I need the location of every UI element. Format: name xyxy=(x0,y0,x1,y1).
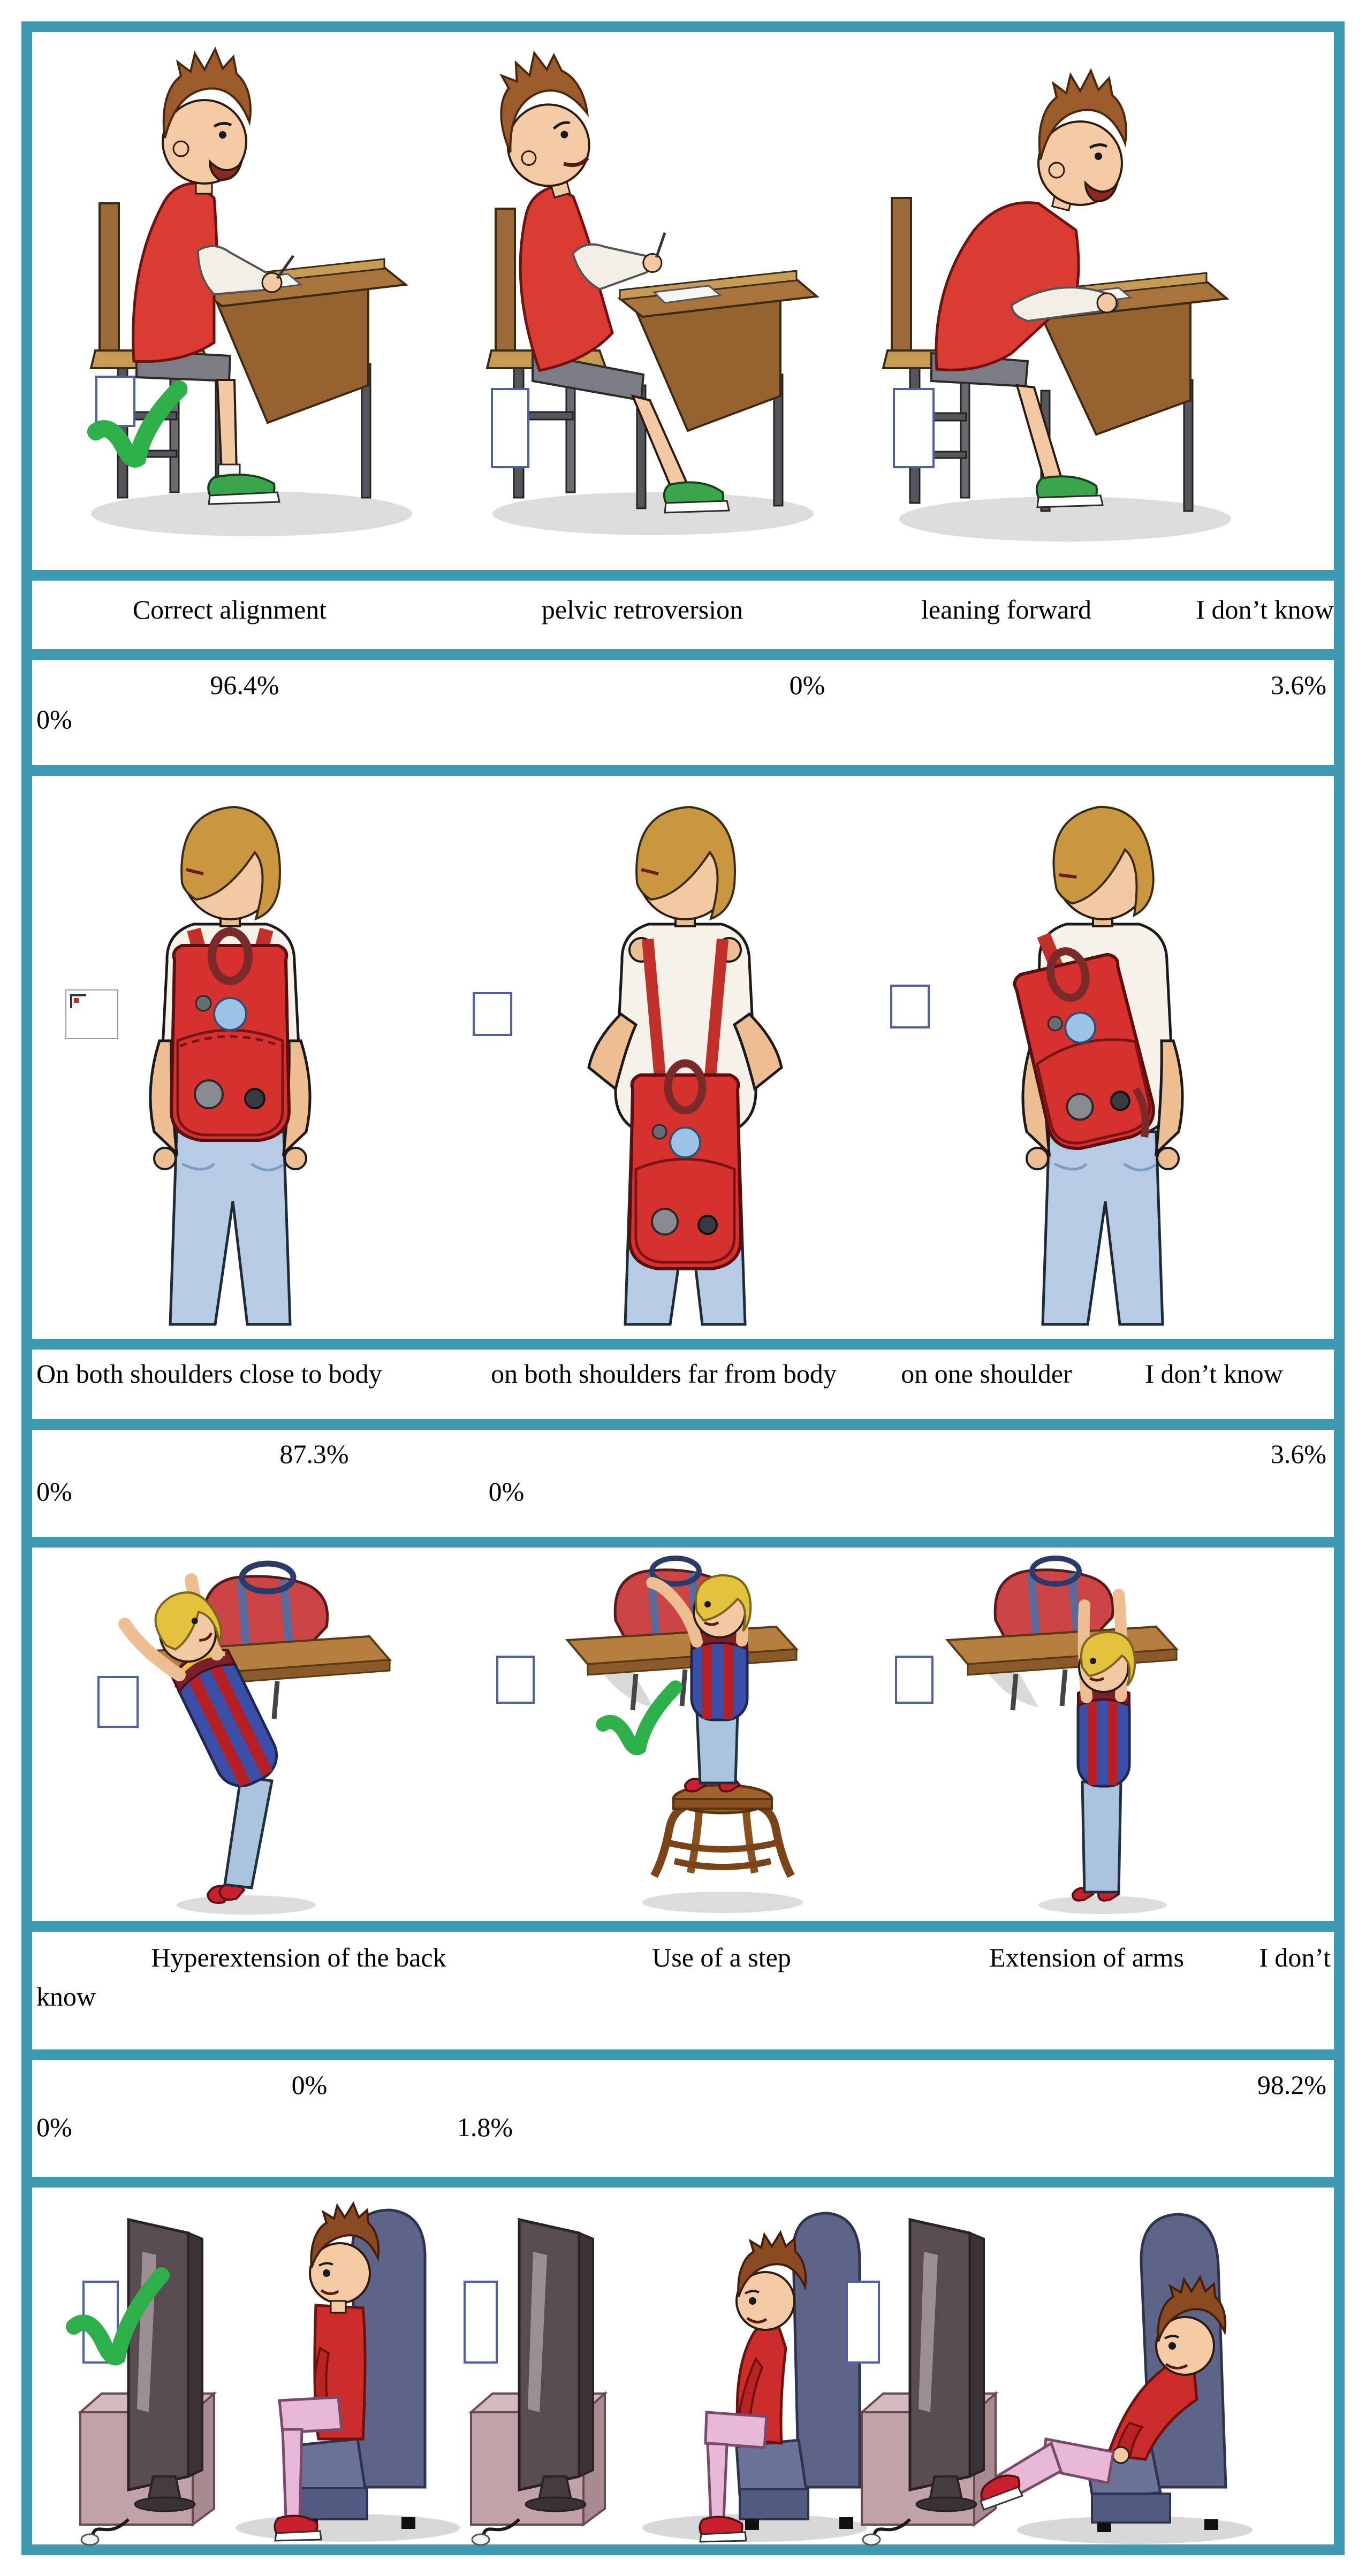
option-label: on one shoulder xyxy=(901,1359,1072,1389)
options-labels-row-shelf xyxy=(27,1926,1339,2055)
percentage-value: 0% xyxy=(36,1476,72,1506)
option-label: I don’t know xyxy=(1196,595,1334,624)
options-images-row-tv xyxy=(27,2182,1339,2550)
option-label: Hyperextension of the back xyxy=(151,1942,446,1972)
checkbox-desk-leaning-forward[interactable] xyxy=(893,388,935,468)
questionnaire-figure xyxy=(21,21,1345,2555)
illustration-shelf-extension-of-arms xyxy=(894,1552,1301,1921)
illustration-backpack-one-shoulder xyxy=(915,789,1290,1330)
illustration-shelf-use-of-step xyxy=(509,1552,915,1921)
illustration-backpack-far-from-body xyxy=(498,789,872,1330)
illustration-backpack-close-to-body xyxy=(43,789,418,1330)
options-labels-row-backpack xyxy=(27,1344,1339,1424)
option-label: Correct alignment xyxy=(132,595,327,624)
option-label: on both shoulders far from body xyxy=(491,1359,837,1389)
checkbox-tv-edge-forward[interactable] xyxy=(464,2281,498,2364)
illustration-sitting-correct-posture xyxy=(37,43,444,567)
option-label: Use of a step xyxy=(652,1942,791,1972)
checkbox-shelf-use-of-step[interactable] xyxy=(496,1656,535,1704)
illustration-sitting-leaning-forward xyxy=(851,54,1258,567)
percentage-value: 0% xyxy=(291,2070,328,2100)
checkbox-backpack-one-shoulder[interactable] xyxy=(890,985,930,1028)
option-label: I don’t xyxy=(1259,1942,1331,1972)
option-label: pelvic retroversion xyxy=(541,595,743,624)
checkbox-backpack-far[interactable] xyxy=(473,992,512,1036)
checkbox-desk-pelvic-retroversion[interactable] xyxy=(491,388,529,468)
checkbox-shelf-hyperextension[interactable] xyxy=(97,1676,139,1728)
broken-image-icon xyxy=(70,994,86,1008)
percentage-value: 96.4% xyxy=(210,670,279,700)
checkbox-tv-upright[interactable] xyxy=(82,2281,119,2364)
percentage-value: 0% xyxy=(36,2112,72,2142)
options-images-row-shelf xyxy=(27,1542,1339,1926)
checkbox-desk-correct[interactable] xyxy=(95,376,135,427)
option-label: know xyxy=(36,1981,96,2011)
percentage-value: 87.3% xyxy=(279,1439,349,1469)
illustration-sitting-pelvic-retroversion xyxy=(444,54,851,567)
percentage-value: 98.2% xyxy=(1257,2070,1326,2100)
checkbox-backpack-close-broken-placeholder[interactable] xyxy=(65,989,118,1039)
response-percentages-row-desk xyxy=(27,654,1339,771)
checkbox-shelf-extension-of-arms[interactable] xyxy=(895,1656,934,1704)
option-label: I don’t know xyxy=(1145,1359,1283,1389)
response-percentages-row-shelf xyxy=(27,2055,1339,2182)
illustration-tv-sitting-edge-forward xyxy=(439,2188,867,2546)
percentage-value: 0% xyxy=(488,1476,525,1506)
response-percentages-row-backpack xyxy=(27,1424,1339,1542)
options-labels-row-desk xyxy=(27,575,1339,654)
option-label: On both shoulders close to body xyxy=(36,1359,382,1389)
illustration-shelf-hyperextension xyxy=(80,1552,487,1921)
option-label: leaning forward xyxy=(921,595,1091,624)
checkbox-tv-slouched[interactable] xyxy=(846,2281,880,2364)
percentage-value: 1.8% xyxy=(457,2112,513,2142)
illustration-tv-sitting-upright xyxy=(48,2188,476,2546)
percentage-value: 0% xyxy=(789,670,825,700)
options-images-row-desk xyxy=(27,27,1339,575)
option-label: Extension of arms xyxy=(989,1942,1184,1972)
options-images-row-backpack xyxy=(27,771,1339,1344)
percentage-value: 0% xyxy=(36,704,72,734)
illustration-tv-slouched-reclined xyxy=(830,2188,1258,2546)
percentage-value: 3.6% xyxy=(1270,670,1326,700)
percentage-value: 3.6% xyxy=(1270,1439,1326,1469)
